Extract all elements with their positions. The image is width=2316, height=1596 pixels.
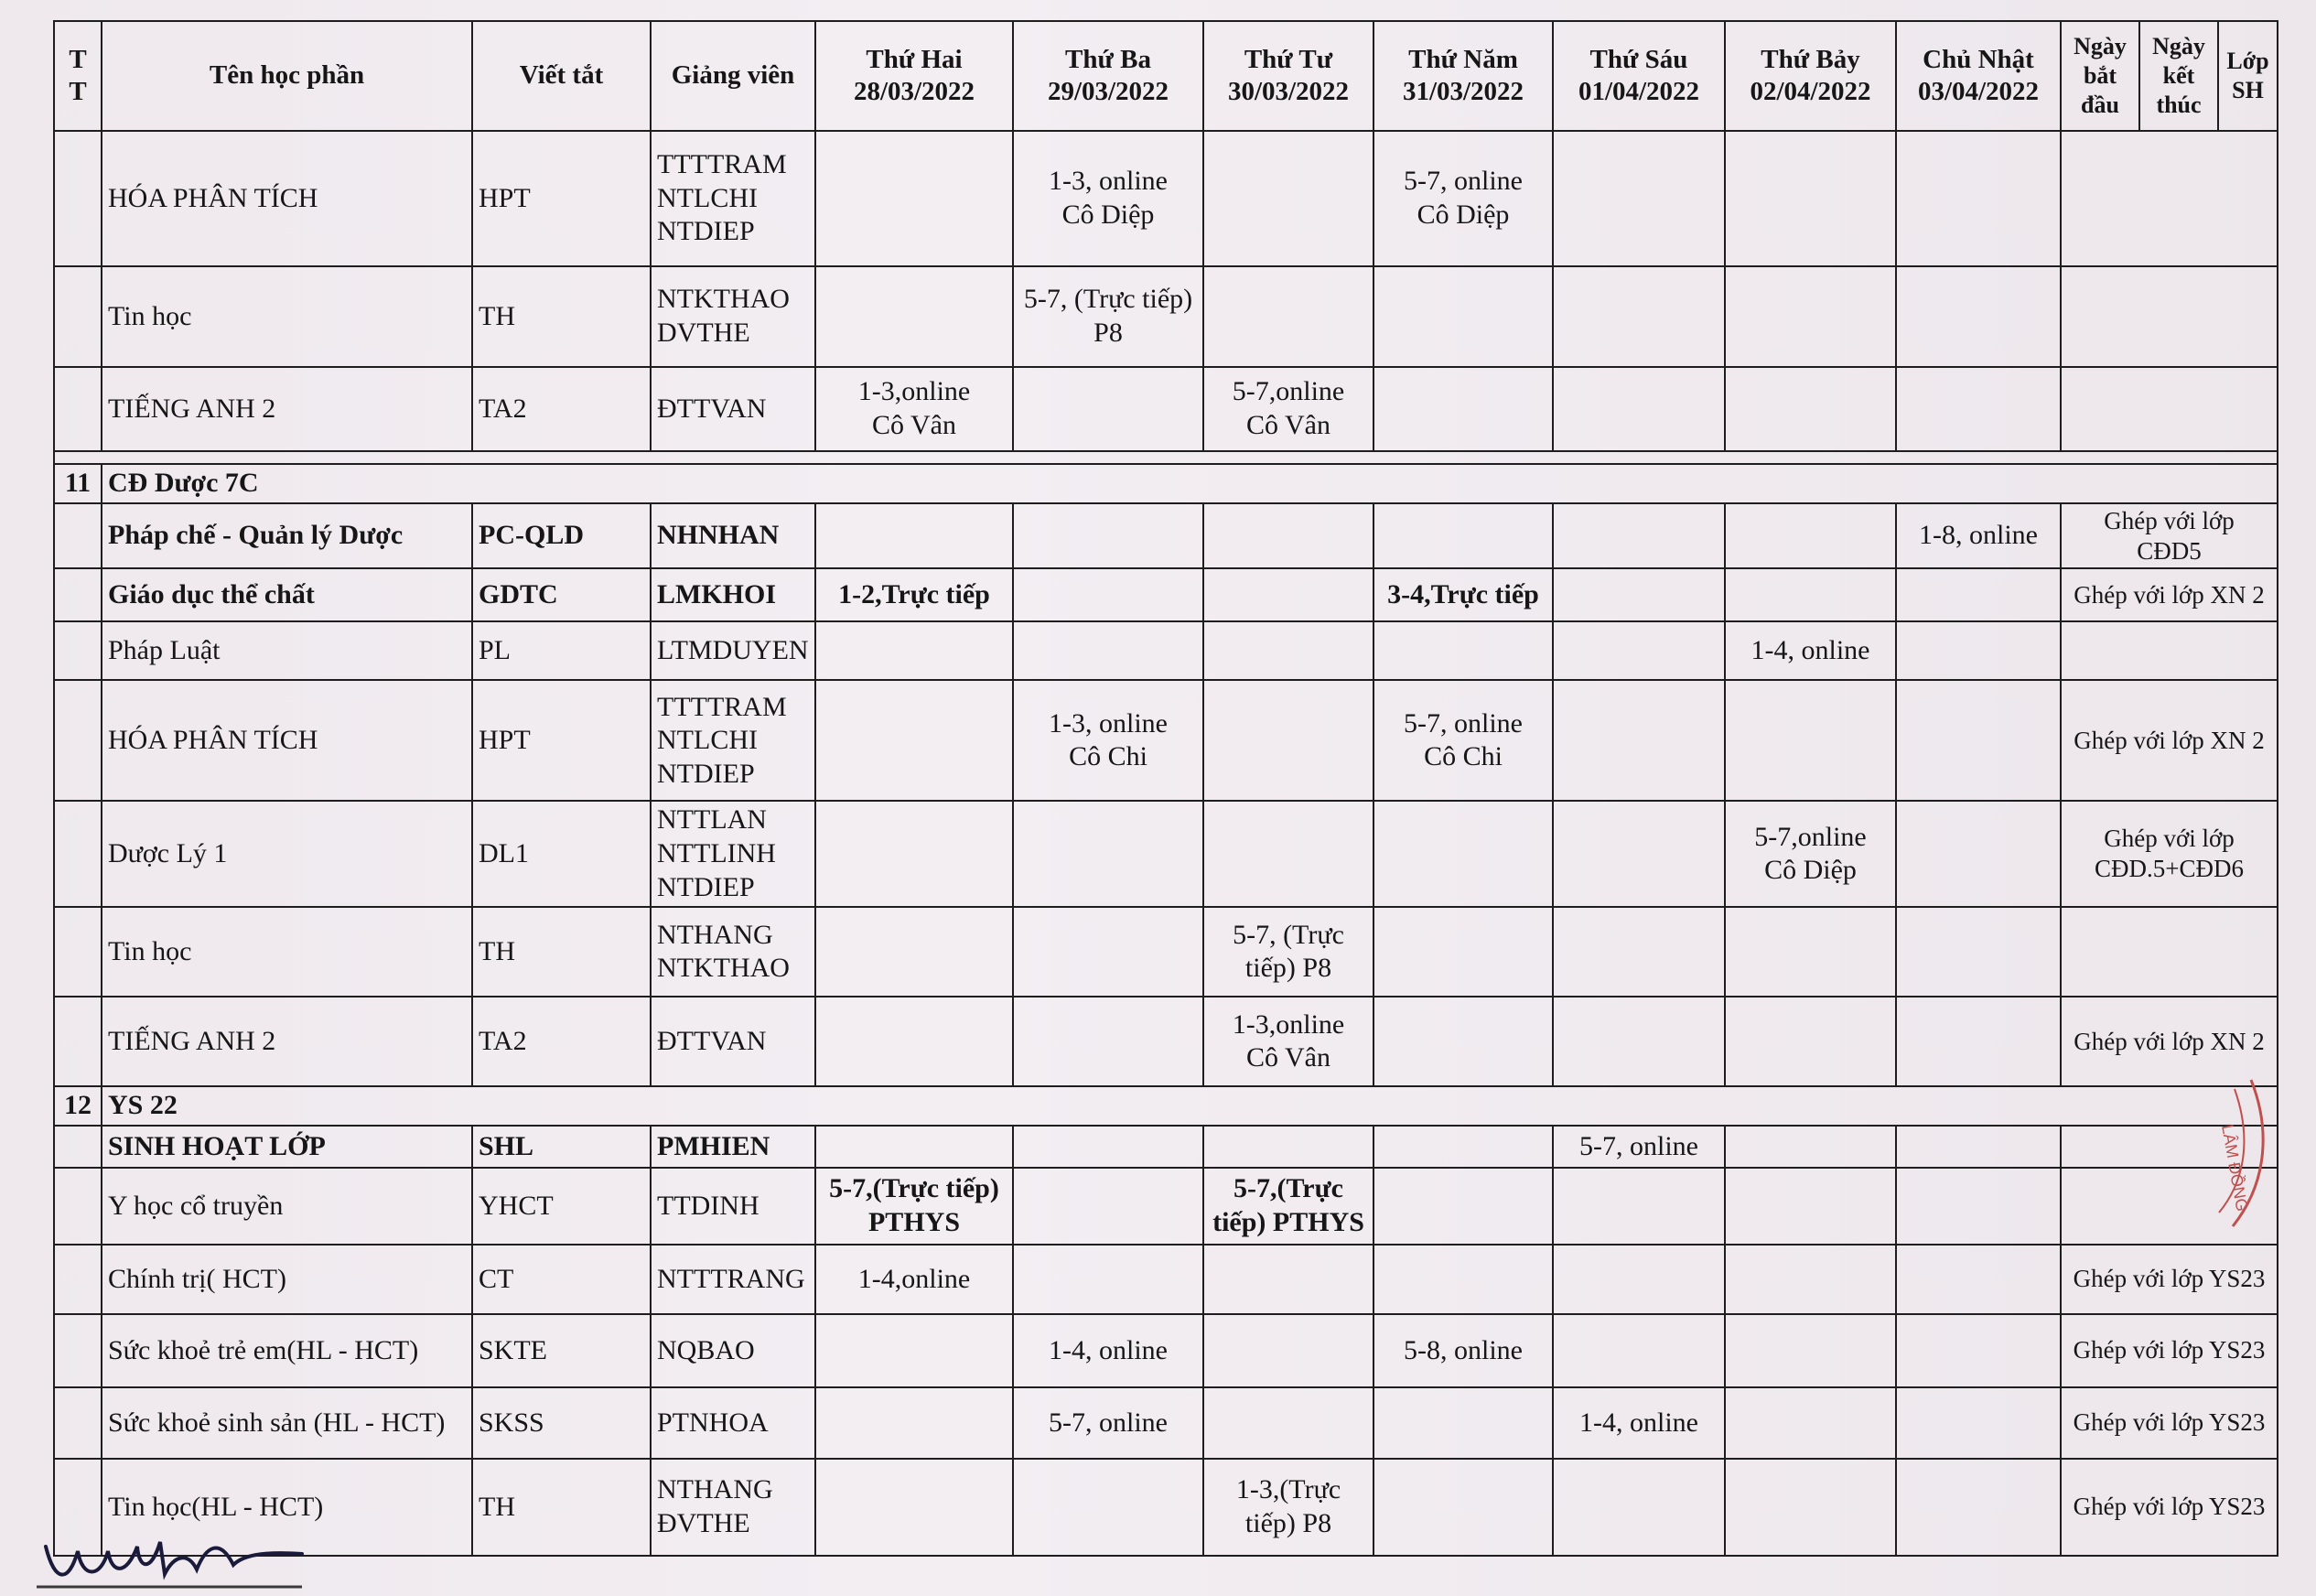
day-slot (815, 1314, 1013, 1387)
course-abbr: SKSS (472, 1387, 651, 1459)
row-tt (54, 266, 102, 367)
class-note (2061, 621, 2278, 680)
row-tt (54, 367, 102, 451)
day-slot (815, 680, 1013, 801)
course-abbr: SKTE (472, 1314, 651, 1387)
course-name: SINH HOẠT LỚP (102, 1126, 472, 1168)
day-slot: 1-3, online Cô Diệp (1013, 131, 1203, 266)
day-slot (1725, 1245, 1896, 1314)
course-row (54, 1168, 2278, 1245)
official-stamp (2132, 1071, 2269, 1235)
day-slot (1203, 503, 1373, 569)
class-note (2061, 266, 2278, 367)
day-slot (1725, 367, 1896, 451)
course-name: Dược Lý 1 (102, 801, 472, 907)
course-row (54, 621, 2278, 680)
day-slot (1896, 1459, 2061, 1556)
section-title: YS 22 (102, 1086, 2278, 1126)
day-slot (1013, 367, 1203, 451)
section-row (54, 464, 2278, 503)
day-slot: 5-7, (Trực tiếp) P8 (1203, 907, 1373, 997)
day-slot (815, 1126, 1013, 1168)
header-tt: T T (54, 21, 102, 131)
day-slot (1896, 266, 2061, 367)
day-slot (1553, 568, 1725, 621)
section-row (54, 1086, 2278, 1126)
day-slot (1553, 621, 1725, 680)
class-note: Ghép với lớp YS23 (2061, 1459, 2278, 1556)
course-abbr: YHCT (472, 1168, 651, 1245)
row-tt (54, 1314, 102, 1387)
section-number: 11 (54, 464, 102, 503)
spacer-row (54, 451, 2278, 464)
day-slot (1373, 1168, 1553, 1245)
header-day-fri: Thứ Sáu 01/04/2022 (1553, 21, 1725, 131)
schedule-sheet (53, 20, 2278, 1557)
day-slot (1896, 1387, 2061, 1459)
day-slot (1373, 266, 1553, 367)
course-abbr: SHL (472, 1126, 651, 1168)
day-slot (1203, 680, 1373, 801)
row-tt (54, 907, 102, 997)
day-slot (1013, 621, 1203, 680)
day-slot (1725, 1126, 1896, 1168)
day-slot: 1-2,Trực tiếp (815, 568, 1013, 621)
day-slot: 5-7, online Cô Chi (1373, 680, 1553, 801)
day-slot (1553, 997, 1725, 1086)
class-note (2061, 367, 2278, 451)
day-slot: 1-3,(Trực tiếp) P8 (1203, 1459, 1373, 1556)
day-slot (1725, 907, 1896, 997)
day-slot (1013, 997, 1203, 1086)
day-slot (1203, 801, 1373, 907)
header-row (54, 21, 2278, 131)
course-abbr: PL (472, 621, 651, 680)
day-slot (1725, 1314, 1896, 1387)
day-slot (1373, 1126, 1553, 1168)
day-slot (1553, 266, 1725, 367)
course-abbr: PC-QLD (472, 503, 651, 569)
day-slot: 5-8, online (1373, 1314, 1553, 1387)
svg-text:LÂM ĐỒNG: LÂM ĐỒNG (2218, 1123, 2252, 1213)
course-name: Chính trị( HCT) (102, 1245, 472, 1314)
day-slot (1725, 1459, 1896, 1556)
course-row (54, 680, 2278, 801)
day-slot (1896, 801, 2061, 907)
row-tt (54, 997, 102, 1086)
day-slot (1896, 367, 2061, 451)
day-slot (1553, 1168, 1725, 1245)
day-slot (1553, 1245, 1725, 1314)
course-row (54, 801, 2278, 907)
day-slot (1553, 1459, 1725, 1556)
class-note: Ghép với lớp XN 2 (2061, 997, 2278, 1086)
day-slot (1203, 1314, 1373, 1387)
day-slot (1725, 997, 1896, 1086)
course-lecturer: ĐTTVAN (651, 367, 815, 451)
course-abbr: HPT (472, 131, 651, 266)
course-abbr: TH (472, 1459, 651, 1556)
day-slot (1553, 907, 1725, 997)
course-row (54, 1126, 2278, 1168)
handwritten-signature (37, 1519, 311, 1592)
day-slot (1896, 1126, 2061, 1168)
day-slot (1013, 907, 1203, 997)
row-tt (54, 1245, 102, 1314)
course-lecturer: TTTTRAM NTLCHI NTDIEP (651, 680, 815, 801)
section-number: 12 (54, 1086, 102, 1126)
day-slot: 1-8, online (1896, 503, 2061, 569)
day-slot (1373, 1387, 1553, 1459)
section-title: CĐ Dược 7C (102, 464, 2278, 503)
course-row (54, 907, 2278, 997)
course-row (54, 1459, 2278, 1556)
course-name: Sức khoẻ trẻ em(HL - HCT) (102, 1314, 472, 1387)
day-slot (1896, 907, 2061, 997)
day-slot: 1-4, online (1725, 621, 1896, 680)
class-note: Ghép với lớp XN 2 (2061, 568, 2278, 621)
course-lecturer: NHNHAN (651, 503, 815, 569)
class-note (2061, 907, 2278, 997)
day-slot (1203, 1126, 1373, 1168)
day-slot (1373, 907, 1553, 997)
day-slot (1373, 801, 1553, 907)
course-name: HÓA PHÂN TÍCH (102, 131, 472, 266)
day-slot (1553, 1314, 1725, 1387)
class-note: Ghép với lớp CĐD.5+CĐD6 (2061, 801, 2278, 907)
day-slot (1896, 680, 2061, 801)
course-abbr: TA2 (472, 367, 651, 451)
day-slot (1553, 503, 1725, 569)
day-slot (1725, 1168, 1896, 1245)
header-day-thu: Thứ Năm 31/03/2022 (1373, 21, 1553, 131)
day-slot (815, 801, 1013, 907)
row-tt (54, 801, 102, 907)
day-slot: 5-7, (Trực tiếp) P8 (1013, 266, 1203, 367)
course-lecturer: NTHANG NTKTHAO (651, 907, 815, 997)
day-slot: 5-7, online (1553, 1126, 1725, 1168)
day-slot (1013, 1459, 1203, 1556)
day-slot (1013, 801, 1203, 907)
row-tt (54, 621, 102, 680)
course-lecturer: LMKHOI (651, 568, 815, 621)
row-tt (54, 1387, 102, 1459)
day-slot (1373, 1459, 1553, 1556)
day-slot (1725, 266, 1896, 367)
day-slot (1896, 131, 2061, 266)
course-lecturer: LTMDUYEN (651, 621, 815, 680)
header-day-sat: Thứ Bảy 02/04/2022 (1725, 21, 1896, 131)
day-slot: 1-4,online (815, 1245, 1013, 1314)
day-slot: 1-4, online (1013, 1314, 1203, 1387)
day-slot (1896, 568, 2061, 621)
day-slot (1013, 1168, 1203, 1245)
course-abbr: TA2 (472, 997, 651, 1086)
day-slot: 1-3,online Cô Vân (1203, 997, 1373, 1086)
course-row (54, 503, 2278, 569)
header-abbr: Viết tắt (472, 21, 651, 131)
course-row (54, 1387, 2278, 1459)
day-slot: 1-4, online (1553, 1387, 1725, 1459)
header-day-tue: Thứ Ba 29/03/2022 (1013, 21, 1203, 131)
row-tt (54, 131, 102, 266)
day-slot (1373, 997, 1553, 1086)
course-lecturer: NTHANG ĐVTHE (651, 1459, 815, 1556)
day-slot (815, 621, 1013, 680)
course-row (54, 131, 2278, 266)
day-slot (1553, 367, 1725, 451)
row-tt (54, 680, 102, 801)
course-lecturer: TTDINH (651, 1168, 815, 1245)
day-slot: 5-7,(Trực tiếp) PTHYS (815, 1168, 1013, 1245)
course-name: Pháp chế - Quản lý Dược (102, 503, 472, 569)
header-course: Tên học phần (102, 21, 472, 131)
course-name: Giáo dục thể chất (102, 568, 472, 621)
course-name: Pháp Luật (102, 621, 472, 680)
course-name: Tin học (102, 907, 472, 997)
course-abbr: TH (472, 266, 651, 367)
header-lecturer: Giảng viên (651, 21, 815, 131)
day-slot (1373, 367, 1553, 451)
header-class: Lớp SH (2218, 21, 2278, 131)
row-tt (54, 1168, 102, 1245)
class-note: Ghép với lớp YS23 (2061, 1387, 2278, 1459)
day-slot (815, 131, 1013, 266)
course-abbr: CT (472, 1245, 651, 1314)
day-slot (1203, 621, 1373, 680)
day-slot (815, 266, 1013, 367)
day-slot (1725, 680, 1896, 801)
course-row (54, 266, 2278, 367)
day-slot (1373, 1245, 1553, 1314)
day-slot (1203, 1245, 1373, 1314)
day-slot (1896, 1314, 2061, 1387)
header-start-date: Ngày bắt đầu (2061, 21, 2139, 131)
course-lecturer: NTTTRANG (651, 1245, 815, 1314)
day-slot (815, 1459, 1013, 1556)
day-slot (1553, 131, 1725, 266)
day-slot (1553, 680, 1725, 801)
class-note: Ghép với lớp YS23 (2061, 1245, 2278, 1314)
course-name: Y học cổ truyền (102, 1168, 472, 1245)
day-slot (815, 1387, 1013, 1459)
course-name: HÓA PHÂN TÍCH (102, 680, 472, 801)
day-slot (1553, 801, 1725, 907)
header-day-wed: Thứ Tư 30/03/2022 (1203, 21, 1373, 131)
course-abbr: DL1 (472, 801, 651, 907)
course-lecturer: NQBAO (651, 1314, 815, 1387)
header-day-sun: Chủ Nhật 03/04/2022 (1896, 21, 2061, 131)
day-slot: 1-3,online Cô Vân (815, 367, 1013, 451)
day-slot (1013, 503, 1203, 569)
header-end-date: Ngày kết thúc (2139, 21, 2218, 131)
course-abbr: TH (472, 907, 651, 997)
spacer-cell (54, 451, 2278, 464)
class-note (2061, 131, 2278, 266)
day-slot (1013, 568, 1203, 621)
course-abbr: GDTC (472, 568, 651, 621)
course-name: Sức khoẻ sinh sản (HL - HCT) (102, 1387, 472, 1459)
day-slot (1203, 131, 1373, 266)
course-name: Tin học(HL - HCT) (102, 1459, 472, 1556)
day-slot (1373, 621, 1553, 680)
day-slot (1373, 503, 1553, 569)
course-lecturer: ĐTTVAN (651, 997, 815, 1086)
day-slot (815, 907, 1013, 997)
class-note: Ghép với lớp XN 2 (2061, 680, 2278, 801)
day-slot (815, 503, 1013, 569)
day-slot: 5-7,(Trực tiếp) PTHYS (1203, 1168, 1373, 1245)
row-tt (54, 568, 102, 621)
course-lecturer: NTKTHAO DVTHE (651, 266, 815, 367)
day-slot (1203, 1387, 1373, 1459)
day-slot (1013, 1126, 1203, 1168)
day-slot (815, 997, 1013, 1086)
course-abbr: HPT (472, 680, 651, 801)
course-row (54, 997, 2278, 1086)
course-row (54, 1314, 2278, 1387)
day-slot: 5-7,online Cô Vân (1203, 367, 1373, 451)
course-lecturer: PTNHOA (651, 1387, 815, 1459)
day-slot (1896, 997, 2061, 1086)
class-note: Ghép với lớp YS23 (2061, 1314, 2278, 1387)
course-row (54, 1245, 2278, 1314)
day-slot (1896, 621, 2061, 680)
schedule-table (53, 20, 2278, 1557)
day-slot: 3-4,Trực tiếp (1373, 568, 1553, 621)
day-slot (1725, 131, 1896, 266)
day-slot (1896, 1245, 2061, 1314)
course-row (54, 568, 2278, 621)
day-slot (1203, 266, 1373, 367)
course-lecturer: NTTLAN NTTLINH NTDIEP (651, 801, 815, 907)
day-slot: 1-3, online Cô Chi (1013, 680, 1203, 801)
header-day-mon: Thứ Hai 28/03/2022 (815, 21, 1013, 131)
day-slot (1725, 568, 1896, 621)
day-slot (1896, 1168, 2061, 1245)
day-slot (1013, 1245, 1203, 1314)
day-slot (1203, 568, 1373, 621)
course-row (54, 367, 2278, 451)
day-slot: 5-7,online Cô Diệp (1725, 801, 1896, 907)
row-tt (54, 1126, 102, 1168)
course-name: TIẾNG ANH 2 (102, 367, 472, 451)
course-name: TIẾNG ANH 2 (102, 997, 472, 1086)
course-lecturer: PMHIEN (651, 1126, 815, 1168)
day-slot: 5-7, online Cô Diệp (1373, 131, 1553, 266)
day-slot (1725, 503, 1896, 569)
course-name: Tin học (102, 266, 472, 367)
day-slot (1725, 1387, 1896, 1459)
day-slot: 5-7, online (1013, 1387, 1203, 1459)
row-tt (54, 503, 102, 569)
course-lecturer: TTTTRAM NTLCHI NTDIEP (651, 131, 815, 266)
class-note: Ghép với lớp CĐD5 (2061, 503, 2278, 569)
